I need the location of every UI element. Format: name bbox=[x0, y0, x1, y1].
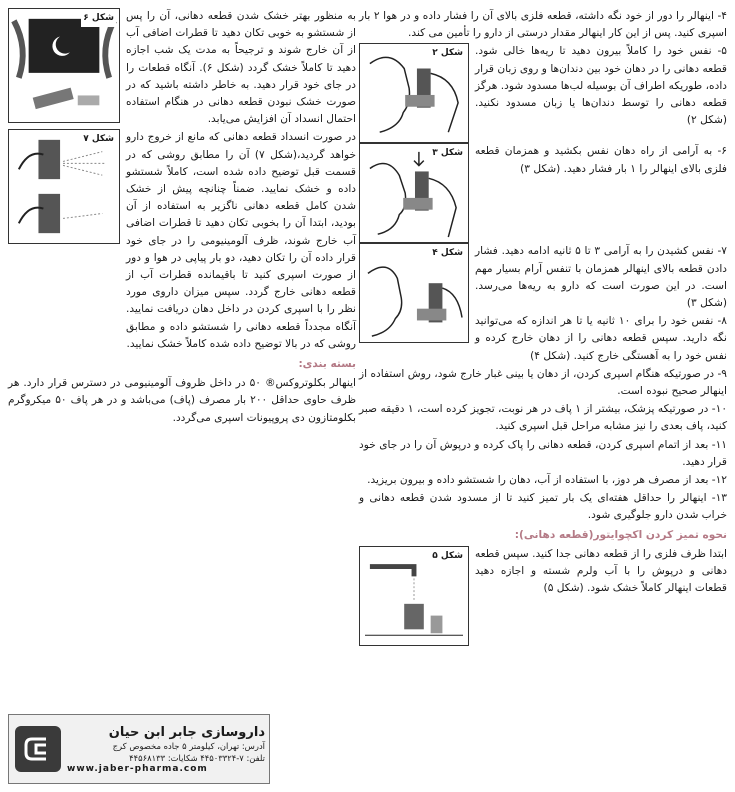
cleaning-text: ابتدا ظرف فلزی را از قطعه دهانی جدا کنید. سپس قطعه دهانی و درپوش را با آب ولرم شسته و اجازه دهید قطعات اینهالر کاملاً خشک شود. (شکل ۵) bbox=[475, 547, 727, 595]
blockage-paragraph: در صورت انسداد قطعه دهانی که مانع از خروج دارو خواهد گردید،(شکل ۷) آن را مطابق روشی که در قسمت قبل توضیح داده شده است، کاملاً شستشو داده و خشک نمایید. ضمناً چنانچه پیش از خشک شدن کامل قطعه دهانی ناگزیر به استفاده از آن بودید، ابتدا آن را بخوبی تکان دهید تا قطرات اضافی آب خارج شوند، ظرف آلومینیومی را در جای خود قرار داده آن را تکان دهید، دو بار پیاپی در هوا و دور از صورت اسپری کنید تا باقیمانده قطرات آب از قطعه دهانی خارج گردد. سپس میزان داروی مورد نظر را با اسپری کردن در داخل دهان دریافت نمایید. آنگاه مجدداً قطعه دهانی را شستشو داده و مطابق روشی که در بالا توضیح داده شده کاملاً خشک نمایید. bbox=[126, 131, 356, 350]
step-5: ۵- نفس خود را کاملاً بیرون دهید تا ریه‌ها خالی شود. قطعه دهانی را در دهان خود بین دندان‌ها و روی زبان قرار داده، طوریکه اطراف آن بوسیله لب‌ها مسدود شود. هرگز قطعه دهانی را توسط دندان‌ها یا زبان مسدود نکنید. (شکل ۲) bbox=[475, 45, 727, 127]
drying-paragraph: به منظور بهتر خشک شدن قطعه دهانی، آن را پس از شستشو به خوبی تکان دهید تا قطرات اضافی آب از آن خارج شوند و ترجیحاً به مدت یک شب اجازه دهید تا کاملاً خشک گردد (شکل ۶). آنگاه قطعات را در جای خود قرار دهید. به خاطر داشته باشید که در صورت خشک نبودن قطعه دهانی در هنگام استفاده احتمال انسداد آن افزایش می‌یابد. bbox=[126, 10, 356, 126]
figure-4-label: شکل ۴ bbox=[430, 245, 465, 262]
figure-2 bbox=[359, 43, 469, 143]
dry-row bbox=[8, 8, 356, 129]
step-5-row bbox=[359, 43, 727, 143]
figure-7 bbox=[8, 129, 120, 244]
step-6-row bbox=[359, 143, 727, 243]
cleaning-heading: نحوه تمیز کردن اکچوایتور(قطعه دهانی): bbox=[514, 528, 727, 541]
step-6: ۶- به آرامی از راه دهان نفس بکشید و همزمان قطعه فلزی بالای اینهالر را ۱ بار فشار دهید. (شکل ۳) bbox=[475, 145, 727, 175]
figure-4 bbox=[359, 243, 469, 343]
figure-2-label: شکل ۲ bbox=[430, 45, 465, 62]
packaging-heading: بسته بندی: bbox=[298, 358, 356, 371]
figure-5-label: شکل ۵ bbox=[430, 548, 465, 565]
figure-6-label: شکل ۶ bbox=[81, 10, 116, 27]
company-website[interactable]: www.jaber-pharma.com bbox=[67, 763, 208, 774]
step-13: ۱۳- اینهالر را حداقل هفته‌ای یک بار تمیز کنید تا از مسدود شدن قطعه دهانی و خراب شدن دارو جلوگیری شود. bbox=[359, 492, 727, 522]
figure-5 bbox=[359, 546, 469, 646]
figure-6 bbox=[8, 8, 120, 123]
company-footer bbox=[8, 714, 270, 784]
step-10: ۱۰- در صورتیکه پزشک، بیشتر از ۱ پاف در هر نوبت، تجویز کرده است، ۱ دقیقه صبر کنید، پاف بعدی را نیز مشابه مراحل قبل اسپری کنید. bbox=[359, 403, 728, 433]
block-row bbox=[8, 129, 356, 354]
right-column bbox=[359, 8, 727, 646]
company-phones: تلفن: ۷-۴۴۵۰۳۳۲۴ شکایات: ۴۴۵۶۸۱۳۳ bbox=[129, 752, 265, 763]
step-11: ۱۱- بعد از اتمام اسپری کردن، قطعه دهانی را پاک کرده و درپوش آن را در جای خود قرار دهید. bbox=[359, 438, 727, 468]
step-12: ۱۲- بعد از مصرف هر دوز، با استفاده از آب، دهان را شستشو داده و بیرون بریزید. bbox=[367, 474, 727, 487]
step-9: ۹- در صورتیکه هنگام اسپری کردن، از دهان یا بینی غبار خارج شود، روش استفاده از اینهالر صحیح نبوده است. bbox=[359, 367, 727, 398]
steps-7-8-row bbox=[359, 243, 727, 365]
left-column bbox=[8, 8, 356, 428]
step-8: ۸- نفس خود را برای ۱۰ ثانیه یا تا هر اندازه که می‌توانید نگه دارید. سپس قطعه دهانی را از دهان خارج کرده و نفس خود را به آهستگی خارج کنید. (شکل ۴) bbox=[475, 315, 727, 362]
step-4: ۴- اینهالر را دور از خود نگه داشته، قطعه فلزی بالای آن را فشار داده و در هوا ۲ بار اسپری کنید. پس از این کار اینهالر مقدار درستی از دارو را تأمین می کند. bbox=[359, 10, 727, 40]
company-name: داروسازی جابر ابن حیان bbox=[108, 724, 265, 740]
figure-3 bbox=[359, 143, 469, 243]
figure-3-label: شکل ۳ bbox=[430, 145, 465, 162]
packaging-text: اینهالر بکلوتروکس® ۵۰ در داخل ظروف آلومینیومی در دسترس قرار دارد. هر ظرف حاوی حداقل ۲۰۰ بار مصرف (پاف) می‌باشد و در هر پاف ۵۰ میکروگرم بکلومتازون دی پروپیونات اسپری می‌گردد. bbox=[8, 377, 357, 424]
figure-7-label: شکل ۷ bbox=[81, 131, 116, 148]
step-7: ۷- نفس کشیدن را به آرامی ۳ تا ۵ ثانیه ادامه دهید. فشار دادن قطعه بالای اینهالر همزمان با تنفس آرام بسیار مهم است. در این صورت است که دارو به ریه‌ها می‌رسد. (شکل ۳) bbox=[475, 245, 727, 310]
company-address: آدرس: تهران، کیلومتر ۵ جاده مخصوص کرج bbox=[112, 740, 265, 751]
cleaning-row bbox=[359, 546, 727, 646]
company-logo-icon bbox=[15, 726, 61, 772]
